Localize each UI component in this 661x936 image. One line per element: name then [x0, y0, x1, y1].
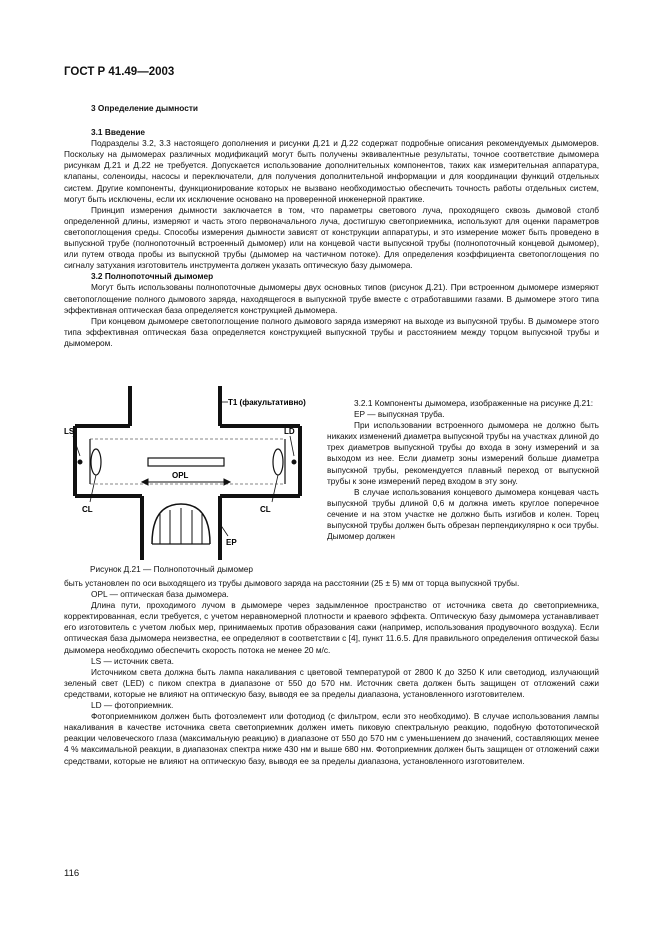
- opacimeter-diagram: [60, 384, 310, 570]
- paragraph-3-2-a: Могут быть использованы полнопоточные дымомеры двух основных типов (рисунок Д.21). При встроенном дымомере измеряют светопоглощение полного дымового заряда, находящегося в выпускной трубе вместе с отработавшими газами. В дымомере этого типа эффективная оптическая база определяется конструкцией дымомера.: [64, 282, 599, 315]
- section-title: 3 Определение дымности: [91, 103, 198, 113]
- ls-term: LS — источник света.: [91, 655, 174, 666]
- opl-term: OPL — оптическая база дымомера.: [91, 589, 229, 600]
- label-t1: T1 (факультативно): [228, 398, 306, 407]
- ep-paragraph-b: В случае использования концевого дымомера концевая часть выпускной трубы длиной 0,6 м должна иметь круглое поперечное сечение и на этом участке не должно быть изгибов и колен. Торец выпускной трубы должен быть обрезан перпендикулярно к оси трубы. Дымомер должен: [327, 486, 599, 542]
- label-cl-left: CL: [82, 505, 93, 514]
- light-detector-lens: [273, 449, 283, 475]
- subsection-title-3-1: 3.1 Введение: [91, 127, 146, 138]
- ep-term: EP — выпускная труба.: [354, 409, 445, 420]
- standard-header: ГОСТ Р 41.49—2003: [64, 66, 175, 78]
- figure-full-flow-opacimeter: [60, 384, 310, 570]
- ld-paragraph: Фотоприемником должен быть фотоэлемент или фотодиод (с фильтром, если это необходимо). В случае использования лампы накаливания в качестве источника света светоприемник должен иметь пиковую спектральную реакцию, подобную фототопической реакции человеческого глаза (максимальную реакцию) в диапазоне от 550 до 570 нм с уменьшением до значений, составляющих менее 4 % максимальной реакции, в диапазонах спектра ниже 430 нм и выше 680 нм. Фотоприемник должен быть защищен от отложений сажи средствами, которые не влияют на оптическую базу, выводя ее за пределы диапазона, установленного изготовителем.: [64, 711, 599, 766]
- ld-term: LD — фотоприемник.: [91, 700, 174, 711]
- paragraph-3-2-b: При концевом дымомере светопоглощение полного дымового заряда измеряют на выходе из выпускной трубы. В дымомере этого типа эффективная оптическая база определяется конструкцией выпускной трубы и расстоянием между торцом выпускной трубы и дымомером.: [64, 315, 599, 348]
- light-beam-box: [148, 458, 224, 466]
- label-cl-right: CL: [260, 505, 271, 514]
- label-opl: OPL: [172, 471, 189, 480]
- opl-paragraph: Длина пути, проходимого лучом в дымомере через задымленное пространство от источника света до светоприемника, корректированная, если требуется, с учетом неравномерной плотности и краевого эффекта. Оптическую базу дымомера устанавливает его изготовитель с учетом любых мер, принимаемых против образования сажи (например, использования продувочного воздуха). Если оптическая база дымомера неизвестна, ее определяют в соответствии с [4], пункт 11.6.5. Для правильного определения оптической базы дымомера необходимо обеспечить скорость потока не менее 20 м/с.: [64, 600, 599, 655]
- ls-paragraph: Источником света должна быть лампа накаливания с цветовой температурой от 2800 К до 3250 К или светодиод, излучающий зеленый свет (LED) с пиком спектра в диапазоне от 550 до 570 нм. Источник света должен быть защищен от отложений сажи средствами, которые не влияют на оптическую базу, выводя ее за пределы диапазона, установленного изготовителем.: [64, 666, 599, 699]
- section-block-3-1: [64, 103, 599, 349]
- light-detector-point: [292, 460, 296, 464]
- light-source-point: [78, 460, 82, 464]
- ep-paragraph-a: При использовании встроенного дымомера не должно быть никаких изменений диаметра выпускной трубы на участках длиной до трех диаметров выпускной трубы до входа в зону измерений и за выходом из нее. Если диаметр зоны измерений больше диаметра выпускной трубы, рекомендуется плавный переход от выпускной трубы к зоне измерений перед входом в эту зону.: [327, 420, 599, 486]
- label-ld: LD: [284, 427, 295, 436]
- paragraph-3-1-b: Принцип измерения дымности заключается в том, что параметры светового луча, проходящего сквозь дымовой столб определенной длины, измеряют и часть этого первоначального луча, достигшую светоприемника, используют для оценки параметров светопоглощения среды. Способы измерения дымности зависят от конструкции аппаратуры, и это измерение может быть проведено в выпускной трубе (полнопоточный встроенный дымомер) или на концевой части выпускной трубы (полнопоточный концевой дымомер), или путем отвода пробы из выпускной трубы (дымомер на частичном потоке). Для определения коэффициента светопоглощения по сигналу затухания изготовитель инструмента должен указать оптическую базу дымомера.: [64, 204, 599, 271]
- figure-caption: Рисунок Д.21 — Полнопоточный дымомер: [90, 564, 254, 574]
- label-ls: LS: [64, 427, 75, 436]
- definitions-block: [64, 578, 599, 767]
- components-intro-block: [327, 398, 599, 542]
- subsection-title-3-2: 3.2 Полнопоточный дымомер: [91, 271, 214, 282]
- paragraph-3-1-a: Подразделы 3.2, 3.3 настоящего дополнения и рисунки Д.21 и Д.22 содержат подробные описания рекомендуемых дымомеров. Поскольку на дымомерах различных модификаций могут быть получены эквивалентные результаты, точное соответствие дымомера рисункам Д.21 и Д.22 не требуется. Допускается использование дополнительных компонентов, таких как измерительная аппаратура, клапаны, соленоиды, насосы и переключатели, для получения дополнительной информации и для координации функций отдельных систем. Другие компоненты, функционирование которых не вызвано необходимостью обеспечить точность работы отдельных систем, могут быть исключены, если их исключение основано на проверенной инженерной практике.: [64, 138, 599, 204]
- paragraph-3-2-1-intro: 3.2.1 Компоненты дымомера, изображенные на рисунке Д.21:: [354, 398, 594, 408]
- label-ep: EP: [226, 538, 237, 547]
- light-source-lens: [91, 449, 101, 475]
- ep-paragraph-continuation: быть установлен по оси выходящего из трубы дымового заряда на расстоянии (25 ± 5) мм от торца выпускной трубы.: [64, 578, 520, 588]
- page-number: 116: [64, 868, 80, 879]
